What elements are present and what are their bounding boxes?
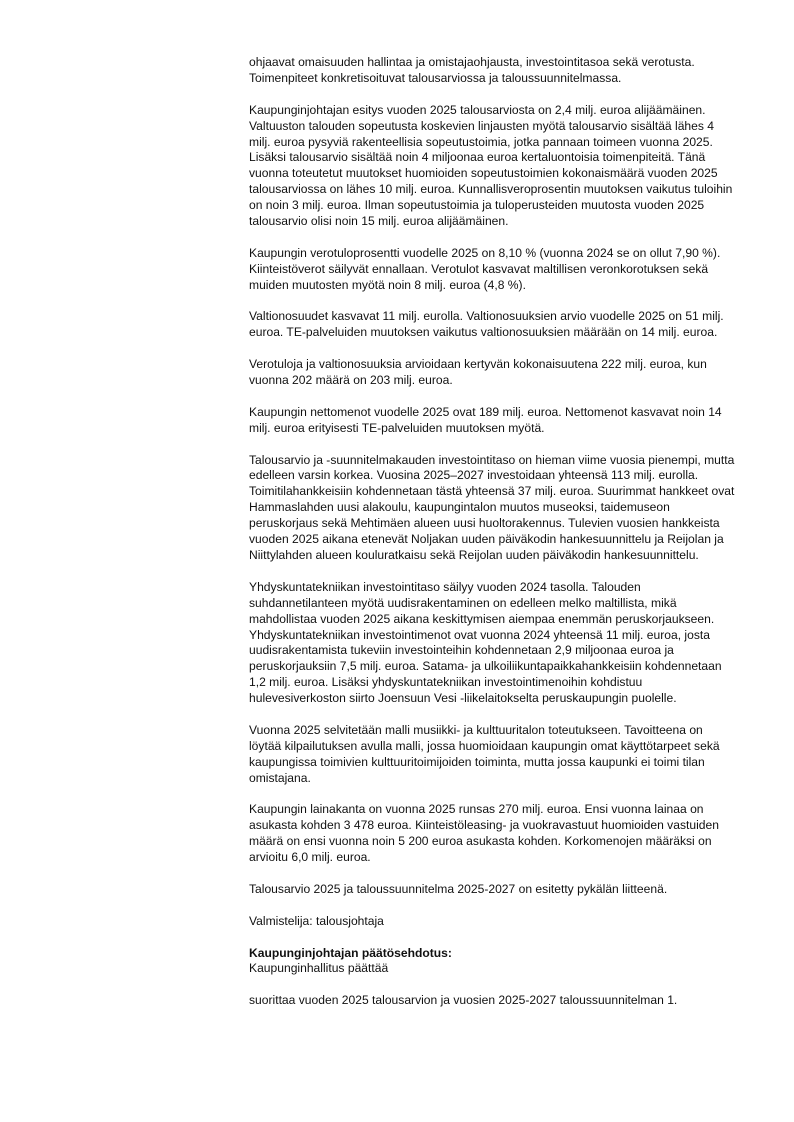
proposal-subject: Kaupunginhallitus päättää: [249, 961, 389, 976]
paragraph-net-expenses: Kaupungin nettomenot vuodelle 2025 ovat 189 milj. euroa. Nettomenot kasvavat noin 14 milj. euroa erityisesti TE-palveluiden muutoksen myötä.: [249, 404, 722, 435]
document-page: [249, 55, 737, 1009]
paragraph-loans: Kaupungin lainakanta on vuonna 2025 runsas 270 milj. euroa. Ensi vuonna lainaa on asukasta kohden 3 478 euroa. Kiinteistöleasing- ja vuokravastuut huomioiden vastuiden määrä on ensi vuonna noin 5 200 euroa asukasta kohden. Korkomenojen määräksi on arvioitu 6,0 milj. euroa.: [249, 802, 719, 865]
proposal-text: suorittaa vuoden 2025 talousarvion ja vuosien 2025-2027 taloussuunnitelman 1.: [249, 993, 678, 1008]
proposal-heading: Kaupunginjohtajan päätösehdotus:: [249, 945, 452, 960]
paragraph-intro: ohjaavat omaisuuden hallintaa ja omistajaohjausta, investointitasoa sekä verotusta. Toimenpiteet konkretisoituvat talousarviossa ja taloussuunnitelmassa.: [249, 55, 695, 85]
paragraph-infrastructure: Yhdyskuntatekniikan investointitaso säilyy vuoden 2024 tasolla. Talouden suhdannetilanteen myötä uudisrakentaminen on edelleen melko maltillista, mikä mahdollistaa vuoden 2025 aikana keskittymisen aiempaa enemmän peruskorjaukseen. Yhdyskuntatekniikan investointimenot ovat vuonna 2024 yhteensä 11 milj. euroa, josta uudisrakentamista tukeviin investointeihin kohdennetaan 2,9 miljoonaa euroa ja peruskorjauksiin 7,5 milj. euroa. Satama- ja ulkoiliikuntapaikkahankkeisiin kohdennetaan 1,2 milj. euroa. Lisäksi yhdyskuntatekniikan investointimenoihin kohdistuu hulevesiverkoston siirto Joensuun Vesi -liikelaitokselta peruskaupungin puolelle.: [249, 579, 722, 706]
paragraph-music-hall: Vuonna 2025 selvitetään malli musiikki- ja kulttuuritalon toteutukseen. Tavoitteena on löytää kilpailutuksen avulla malli, jossa huomioidaan kaupungin omat käyttötarpeet sekä kaupungissa toimivien kulttuuritoimijoiden toiminta, mutta jossa kaupunki ei toimi tilan omistajana.: [249, 722, 720, 785]
paragraph-tax-rate: Kaupungin verotuloprosentti vuodelle 2025 on 8,10 % (vuonna 2024 se on ollut 7,90 %). Kiinteistöverot säilyvät ennallaan. Verotulot kasvavat maltillisen veronkorotuksen sekä muiden muutosten myötä noin 8 milj. euroa (4,8 %).: [249, 245, 721, 292]
paragraph-investments: Talousarvio ja -suunnitelmakauden investointitaso on hieman viime vuosia pienempi, mutta edelleen varsin korkea. Vuosina 2025‒2027 investoidaan yhteensä 113 milj. eurolla. Toimitilahankkeisiin kohdennetaan tästä yhteensä 37 milj. euroa. Suurimmat hankkeet ovat Hammaslahden uusi alakoulu, kaupungintalon muutos museoksi, taidemuseon peruskorjaus sekä Mehtimäen alueen uusi huoltorakennus. Tulevien vuosien hankkeista vuoden 2025 aikana etenevät Noljakan uuden päiväkodin hankesuunnittelu ja Reijolan ja Niittylahden alueen kouluratkaisu sekä Reijolan uuden päiväkodin hankesuunnittelu.: [249, 452, 735, 562]
paragraph-budget-deficit: Kaupunginjohtajan esitys vuoden 2025 talousarviosta on 2,4 milj. euroa alijäämäinen. Valtuuston talouden sopeutusta koskevien linjausten myötä talousarvio sisältää lähes 4 milj. euroa pysyviä rakenteellisia sopeutustoimia, jotka pannaan toimeen vuonna 2025. Lisäksi talousarvio sisältää noin 4 miljoonaa euroa kertaluontoisia toimenpiteitä. Tänä vuonna toteutetut muutokset huomioiden sopeutustoimien kokonaismäärä vuoden 2025 talousarviossa on lähes 10 milj. euroa. Kunnallisveroprosentin muutoksen vaikutus tuloihin on noin 3 milj. euroa. Ilman sopeutustoimia ja tuloperusteiden muutosta vuoden 2025 talousarvio olisi noin 15 milj. euroa alijäämäinen.: [249, 102, 733, 229]
paragraph-total-revenue: Verotuloja ja valtionosuuksia arvioidaan kertyvän kokonaisuutena 222 milj. euroa, kun vuonna 202 määrä on 203 milj. euroa.: [249, 357, 707, 388]
paragraph-state-subsidies: Valtionosuudet kasvavat 11 milj. eurolla. Valtionosuuksien arvio vuodelle 2025 on 51 milj. euroa. TE-palveluiden muutoksen vaikutus valtionosuuksien määrään on 14 milj. euroa.: [249, 309, 724, 340]
paragraph-attachment: Talousarvio 2025 ja taloussuunnitelma 2025-2027 on esitetty pykälän liitteenä.: [249, 881, 668, 896]
paragraph-preparer: Valmistelija: talousjohtaja: [249, 913, 384, 928]
